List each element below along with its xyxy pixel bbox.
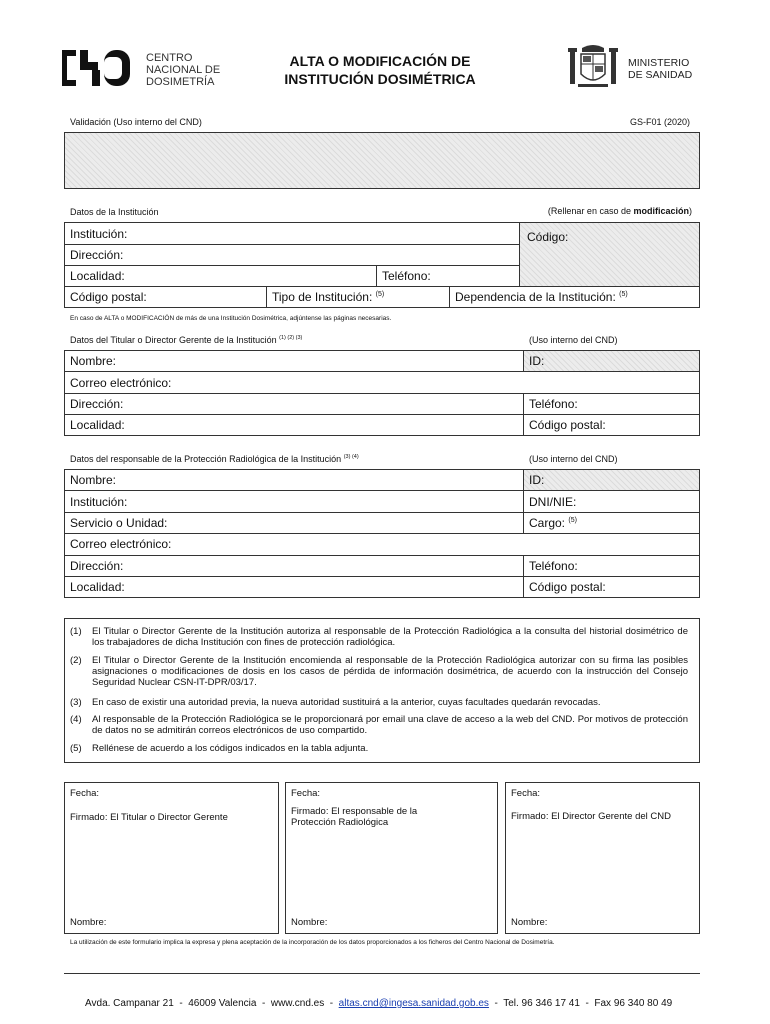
validation-label: Validación (Uso interno del CND)	[70, 117, 202, 127]
responsable-servicio-field[interactable]: Servicio o Unidad:	[70, 516, 168, 530]
multiple-institution-note: En caso de ALTA o MODIFICACIÓN de más de una Institución Dosimétrica, adjúntense las páginas necesarias.	[70, 315, 392, 322]
note-number: (2)	[70, 655, 82, 666]
signature-firmado: Firmado: El Director Gerente del CND	[511, 811, 671, 822]
responsable-section-label	[70, 454, 359, 464]
modification-note	[548, 206, 692, 216]
note-number: (5)	[70, 743, 82, 754]
modification-note-suffix: )	[689, 206, 692, 216]
titular-id-field: ID:	[529, 354, 545, 368]
responsable-localidad-field[interactable]: Localidad:	[70, 580, 125, 594]
cargo-label: Cargo:	[529, 516, 566, 530]
signature-box-director[interactable]	[505, 782, 700, 934]
dependencia-label: Dependencia de la Institución:	[455, 290, 616, 304]
tipo-institucion-field[interactable]	[272, 290, 384, 304]
note-text: Al responsable de la Protección Radiológica se le proporcionará por email una clave de acceso a la web del CND. Por motivos de protección de datos no se admitirán correos electrónicos de uso compartido.	[92, 714, 688, 736]
responsable-sup: (3) (4)	[343, 454, 359, 460]
responsable-id-field: ID:	[529, 473, 545, 487]
ministry-line: DE SANIDAD	[628, 69, 693, 81]
titular-section-label	[70, 335, 302, 345]
footer-phones: - Tel. 96 346 17 41 - Fax 96 340 80 49	[488, 998, 673, 1009]
note-text: En caso de existir una autoridad previa, la nueva autoridad sustituirá a la anterior, cuyas facultades quedarán revocadas.	[92, 697, 601, 708]
responsable-cargo-field[interactable]	[529, 516, 577, 530]
responsable-direccion-field[interactable]: Dirección:	[70, 559, 124, 573]
codigo-postal-field[interactable]: Código postal:	[70, 290, 147, 304]
note-number: (3)	[70, 697, 82, 708]
direccion-field[interactable]: Dirección:	[70, 248, 124, 262]
responsable-internal-note: (Uso interno del CND)	[529, 454, 618, 464]
signature-firmado: Firmado: El Titular o Director Gerente	[70, 812, 228, 823]
signature-nombre: Nombre:	[511, 917, 548, 928]
responsable-institucion-field[interactable]: Institución:	[70, 495, 128, 509]
responsable-dni-field[interactable]: DNI/NIE:	[529, 495, 577, 509]
titular-direccion-field[interactable]: Dirección:	[70, 397, 124, 411]
note-item	[70, 714, 690, 736]
tipo-institucion-sup: (5)	[375, 291, 385, 298]
note-item	[70, 743, 690, 754]
ministry-line: MINISTERIO	[628, 57, 690, 69]
form-code: GS-F01 (2020)	[629, 117, 690, 127]
note-text: El Titular o Director Gerente de la Institución autoriza al responsable de la Protección Radiológica a la consulta del historial dosimétrico de los trabajadores de dicha Institución con fines de protección radiológica.	[92, 626, 688, 648]
dependencia-field[interactable]	[455, 290, 628, 304]
cargo-sup: (5)	[568, 517, 577, 524]
note-text: Rellénese de acuerdo a los códigos indicados en la tabla adjunta.	[92, 743, 369, 754]
titular-localidad-field[interactable]: Localidad:	[70, 418, 125, 432]
responsable-nombre-field[interactable]: Nombre:	[70, 473, 117, 487]
titular-telefono-field[interactable]: Teléfono:	[529, 397, 578, 411]
tipo-institucion-label: Tipo de Institución:	[272, 290, 373, 304]
cnd-logo-icon	[62, 48, 140, 88]
note-text: El Titular o Director Gerente de la Institución encomienda al responsable de la Protección Radiológica autorizar con su firma las posibles asignaciones o modificaciones de dosis en los casos de pérdida de información dosimétrica, de acuerdo con la instrucción del Consejo Seguridad Nuclear CSN-IT-DPR/03/17.	[92, 655, 688, 688]
responsable-label: Datos del responsable de la Protección Radiológica de la Institución	[70, 454, 342, 464]
institution-section-label: Datos de la Institución	[70, 207, 159, 217]
ministry-name	[628, 57, 692, 81]
titular-correo-field[interactable]: Correo electrónico:	[70, 376, 172, 390]
titular-internal-note: (Uso interno del CND)	[529, 335, 618, 345]
note-number: (1)	[70, 626, 82, 637]
modification-note-bold: modificación	[633, 206, 689, 216]
titular-codigo-postal-field[interactable]: Código postal:	[529, 418, 606, 432]
titular-nombre-field[interactable]: Nombre:	[70, 354, 117, 368]
localidad-field[interactable]: Localidad:	[70, 269, 125, 283]
responsable-correo-field[interactable]: Correo electrónico:	[70, 537, 172, 551]
titular-sup: (1) (2) (3)	[279, 335, 303, 341]
titular-id-box	[523, 351, 699, 371]
cnd-logo	[62, 48, 140, 88]
signature-firmado: Firmado: El responsable de la Protección Radiológica	[291, 806, 418, 828]
signature-fecha: Fecha:	[70, 788, 100, 799]
footer-divider	[64, 973, 700, 974]
footer-contact	[80, 987, 672, 1009]
signature-fecha: Fecha:	[291, 788, 321, 799]
codigo-field: Código:	[527, 230, 569, 244]
form-title-line: ALTA O MODIFICACIÓN DE	[289, 53, 471, 69]
institucion-field[interactable]: Institución:	[70, 227, 128, 241]
cnd-logo-text	[146, 52, 220, 88]
note-item	[70, 626, 690, 648]
signature-fecha: Fecha:	[511, 788, 541, 799]
logo-line: DOSIMETRÍA	[146, 76, 215, 88]
footer-address: Avda. Campanar 21 - 46009 Valencia - www.cnd.es -	[85, 998, 339, 1009]
form-title	[250, 52, 510, 88]
signature-box-responsable[interactable]	[285, 782, 498, 934]
logo-line: CENTRO	[146, 52, 193, 64]
titular-label: Datos del Titular o Director Gerente de la Institución	[70, 335, 277, 345]
form-title-line: INSTITUCIÓN DOSIMÉTRICA	[284, 71, 476, 87]
responsable-telefono-field[interactable]: Teléfono:	[529, 559, 578, 573]
signature-nombre: Nombre:	[70, 917, 107, 928]
telefono-field[interactable]: Teléfono:	[382, 269, 431, 283]
disclaimer: La utilización de este formulario implica la expresa y plena aceptación de la incorporación de los datos proporcionados a los ficheros del Centro Nacional de Dosimetría.	[70, 939, 555, 946]
footer-email-link[interactable]: altas.cnd@ingesa.sanidad.gob.es	[338, 998, 489, 1009]
note-item	[70, 655, 690, 689]
signature-nombre: Nombre:	[291, 917, 328, 928]
responsable-codigo-postal-field[interactable]: Código postal:	[529, 580, 606, 594]
coat-of-arms-icon	[566, 42, 620, 92]
signature-box-titular[interactable]	[64, 782, 279, 934]
validation-box	[64, 132, 700, 189]
modification-note-prefix: (Rellenar en caso de	[547, 206, 634, 216]
note-number: (4)	[70, 714, 82, 725]
dependencia-sup: (5)	[619, 291, 628, 298]
logo-line: NACIONAL DE	[146, 64, 221, 76]
coat-of-arms	[566, 42, 620, 92]
responsable-id-box	[523, 470, 699, 490]
note-item	[70, 697, 690, 708]
